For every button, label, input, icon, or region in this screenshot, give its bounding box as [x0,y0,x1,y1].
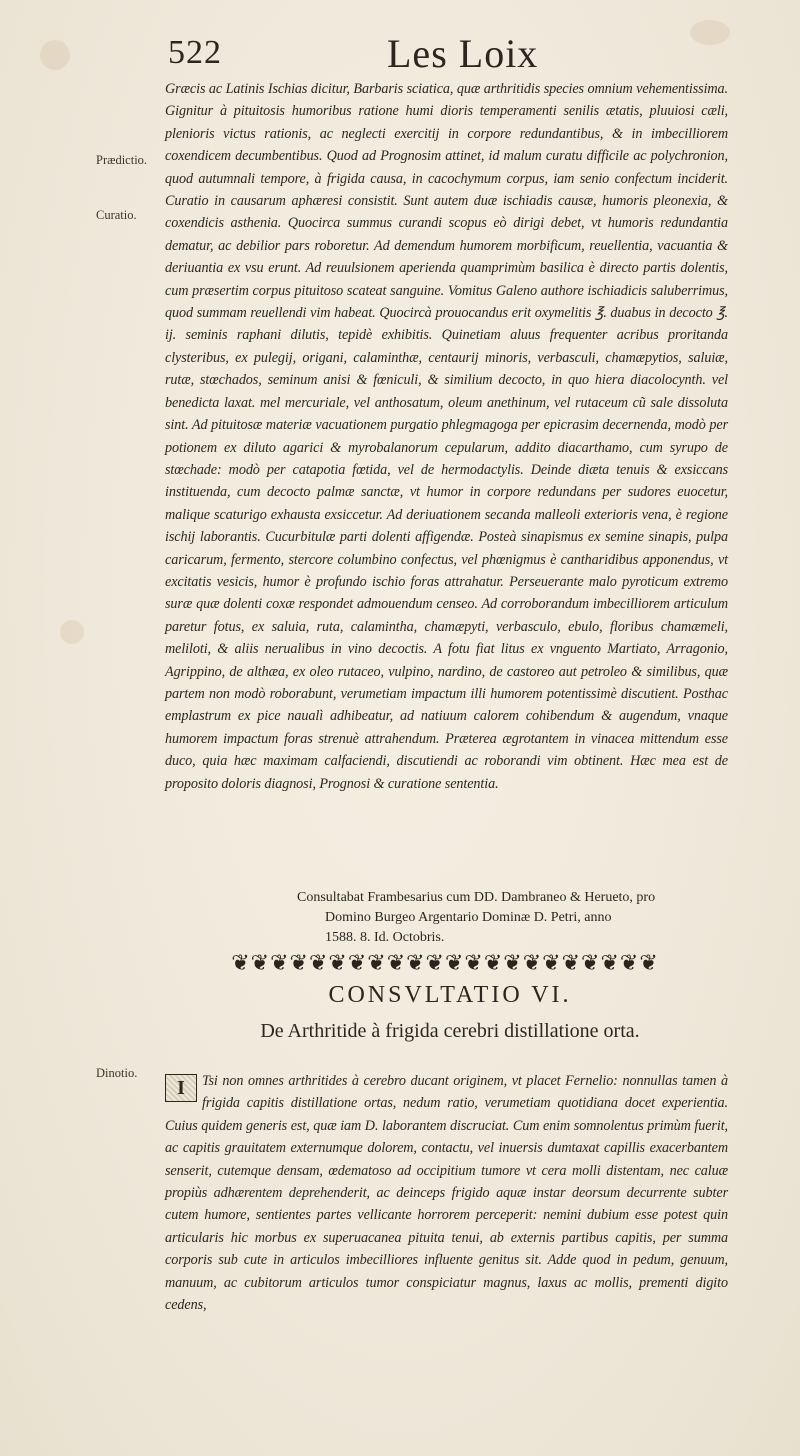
section-title: CONSVLTATIO VI. [328,982,572,1008]
margin-note-praedictio: Prædictio. [96,153,148,167]
initial-letter: I [177,1077,185,1099]
attribution-line: 1588. 8. Id. Octobris. [325,930,445,945]
margin-note-curatio: Curatio. [96,208,137,222]
consultation-vi-text: Tsi non omnes arthritides à cerebro ducant originem, vt placet Fernelio: nonnullas tamen à frigida capitis distillatione ortas, nedum ratio, verumetiam quotidiana docet experientia. Cuius quidem generis est, quæ iam D. laborantem discruciat. Cum enim somnolentus primùm fuerit, ac capitis grauitatem externumque dolorem, contactu, vel inuersis dumtaxat capillis exacerbantem senserit, cutemque densam, œdematoso ad occipitium tumore vt cera molli distentam, nec caluæ propiùs adhærentem deprehenderit, ac deinceps frigido aquæ instar deorsum decurrente subter cutem humore, sentientes partes vellicante horrorem perceperit: nemini dubium esse potest quin articularis hic morbus ex superuacanea pituita tenui, ab externis partibus capitis, per summa corporis sub cute in articulos imbecilliores influente genitus sit. Adde quod in pedum, genuum, manuum, ac cubitorum articulos tumor conspiciatur magnus, laxus ac mollis, prementi digito cedens, [165,1073,728,1314]
page-header [165,30,725,80]
consultation-text: Græcis ac Latinis Ischias dicitur, Barbaris sciatica, quæ arthritidis species omnium vehementissima. Gignitur à pituitosis humoribus ratione humi dioris temperamenti senilis ætatis, pluuiosi cæli, plenioris victus rationis, ac neglecti exercitij in corpore redundantibus, & in imbecilliorem coxendicem decumbentibus. Quod ad Prognosim attinet, id malum curatu difficile ac polychronion, quod autumnali tempore, à frigida causa, in cacochymum corpus, iam senio confectum inciderit. Curatio in causarum aphæresi consistit. Sunt autem duæ ischiadis causæ, humoris pleonexia, & coxendicis asthenia. Quocirca summus curandi scopus eò dirigi debet, vt humoris redundantia dematur, ac debilior pars roboretur. Ad demendum humorem morbificum, reuellentia, vacuantia & deriuantia ex vsu erunt. Ad reuulsionem aperienda quamprimùm basilica è directo partis dolentis, cum præsertim corpus pituitoso scateat sanguine. Vomitus Galeno authore ischiadicis saluberrimus, quod summam reuellendi vim habeat. Quocircà prouocandus erit oxymelitis ℥. duabus in decocto ℥. ij. seminis raphani dilutis, tepidè exhibitis. Quinetiam aluus frequenter acribus proritanda clysteribus, ex pulegij, origani, calaminthæ, centaurij minoris, verbasculi, chamæpytios, saluiæ, rutæ, stœchados, seminum anisi & fœniculi, & similium decocto, in quo hiera diacolocynth. vel benedicta laxat. mel mercuriale, vel anthosatum, oleum anethinum, vel rutaceum cũ sale dissoluta sint. Ad pituitosæ materiæ vacuationem purgatio phlegmagoga per epicrasim decernenda, modò per potionem ex diluto agarici & myrobalanorum cepularum, addito diacarthamo, cum syrupo de stœchade: modò per catapotia fœtida, vel de hermodactylis. Deinde diæta tenuis & exsiccans instituenda, cum decocto palmæ sanctæ, vt humor in corpore redundans per sudores euocetur, malique scaturigo exhausta exsiccetur. Ad deriuationem secanda malleoli exterioris vena, è regione ischij laborantis. Cucurbitulæ parti dolenti affigendæ. Posteà sinapismus ex semine sinapis, pulpa caricarum, fermento, stercore columbino confectus, vel phœnigmus è cantharidibus apponendus, vt excitatis vesicis, humor è profundo ischio foras attrahatur. Perseuerante malo pyroticum extremo suræ quæ dolenti coxæ respondet admouendum censeo. Ad corroborandum imbecilliorem articulum paretur fotus, ex saluia, ruta, calamintha, chamæpyti, verbasculo, ebulo, floribus chamæmeli, meliloti, & aliis nerualibus in vino decoctis. A fotu fiat litus ex vnguento Martiato, Arragonio, Agrippino, de althæa, ex oleo rutaceo, vulpino, nardino, de castoreo aut petroleo & similibus, quæ partem non modò roborabunt, verumetiam impactum illi humorem potentissimè discutient. Posthac emplastrum ex pice naualì adhibeatur, ad natiuum calorem cohibendum & augendum, vnaque humorem impactum foras strenuè attrahendum. Præterea ægrotantem in vinacea mittendum esse duco, quia hæc maximam calfaciendi, discutiendi ac roborandi vim obtinent. Hæc mea est de proposito doloris diagnosi, Prognosi & curatione sententia. [165,81,728,792]
paper-stain [40,40,70,70]
decorated-initial [165,1074,197,1102]
attribution-line: Consultabat Frambesarius cum DD. Dambraneo & Herueto, pro [297,890,656,905]
fleuron-ornament-row: ❦❦❦❦❦❦❦❦❦❦❦❦❦❦❦❦❦❦❦❦❦❦ [231,951,659,976]
section-subtitle: De Arthritide à frigida cerebri distillatione orta. [260,1020,640,1042]
paper-stain [60,620,84,644]
running-head: Les Loix [387,31,539,76]
margin-note-dinotio: Dinotio. [96,1066,138,1080]
page-number: 522 [168,34,222,71]
attribution-line: Domino Burgeo Argentario Dominæ D. Petri, anno [325,910,612,925]
consultation-text-vi [165,1070,728,1316]
consultation-attribution [297,888,737,948]
